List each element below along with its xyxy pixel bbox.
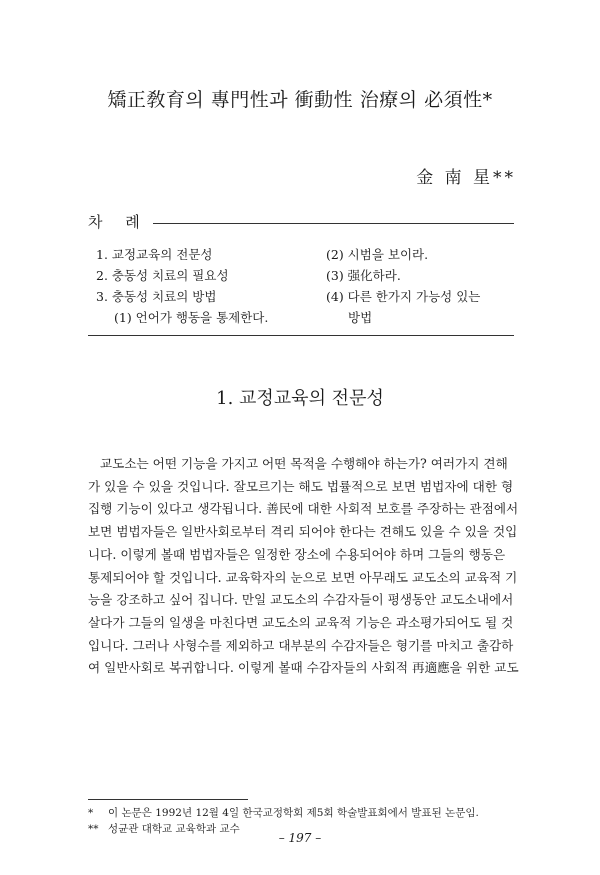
body-line: 집행 기능이 있다고 생각됩니다. 善民에 대한 사회적 보호를 주장하는 관점에서 — [88, 501, 519, 517]
body-line: 입니다. 그러나 사형수를 제외하고 대부분의 수감자들은 형기를 마치고 출감하 — [88, 637, 514, 653]
paper-title: 矯正敎育의 專門性과 衝動性 治療의 必須性* — [107, 89, 493, 111]
body-line: 가 있을 수 있을 것입니다. 잘모르기는 해도 법률적으로 보면 범법자에 대한 형 — [88, 478, 514, 494]
toc-item: (1) 언어가 행동을 통제한다. — [114, 310, 269, 325]
toc-item: (3) 强化하라. — [326, 268, 401, 283]
body-line: 살다가 그들의 일생을 마친다면 교도소의 교육적 기능은 과소평가되어도 될 것 — [88, 614, 514, 630]
toc-right-column — [326, 244, 516, 328]
toc-item: 방법 — [348, 310, 373, 325]
footnote — [88, 805, 479, 821]
body-paragraph — [88, 453, 519, 680]
body-line: 능을 강조하고 싶어 집니다. 만일 교도소의 수감자들이 평생동안 교도소내에서 — [88, 592, 514, 608]
toc-item: 2. 충동성 치료의 필요성 — [96, 268, 229, 283]
body-line: 여 일반사회로 복귀합니다. 이렇게 볼때 수감자들의 사회적 再適應을 위한 교도 — [88, 660, 519, 676]
body-line: 통제되어야 할 것입니다. 교육학자의 눈으로 보면 아무래도 교도소의 교육적 기 — [88, 569, 518, 585]
toc-header — [88, 211, 514, 233]
toc-header-rule — [140, 223, 514, 224]
author-name: 金 南 星** — [416, 168, 516, 188]
toc-item: (2) 시범을 보이라. — [326, 247, 429, 262]
toc-item: 1. 교정교육의 전문성 — [96, 247, 213, 262]
section-heading: 1. 교정교육의 전문성 — [216, 388, 384, 409]
body-line: 니다. 이렇게 볼때 범법자들은 일정한 장소에 수용되어야 하며 그들의 행동은 — [88, 546, 506, 562]
footnote-mark: * — [88, 807, 94, 819]
toc-label: 차 례 — [88, 211, 153, 232]
toc-left-column — [96, 244, 326, 328]
body-line: 교도소는 어떤 기능을 가지고 어떤 목적을 수행해야 하는가? 여러가지 견해 — [100, 456, 508, 471]
footnote-text: 이 논문은 1992년 12월 4일 한국교정학회 제5회 학술발표회에서 발표된 논문임. — [108, 807, 479, 819]
page-number: – 197 – — [278, 831, 322, 845]
toc-item: 3. 충동성 치료의 방법 — [96, 289, 217, 304]
footnote-rule — [88, 799, 248, 800]
body-line: 보면 범법자들은 일반사회로부터 격리 되어야 한다는 견해도 있을 수 있을 것입 — [88, 524, 518, 540]
toc-item: (4) 다른 한가지 가능성 있는 — [326, 289, 481, 304]
toc-bottom-rule — [88, 335, 514, 336]
footnote-text: 성균관 대학교 교육학과 교수 — [108, 823, 240, 835]
footnote-mark: ** — [88, 823, 99, 835]
